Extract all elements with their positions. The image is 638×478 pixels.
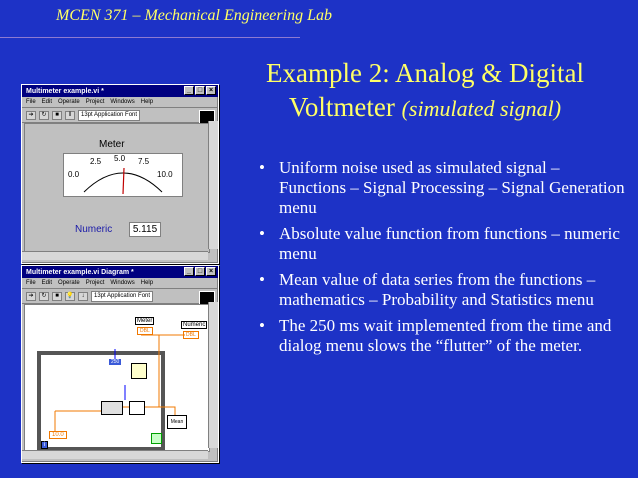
front-panel-area [24, 123, 210, 253]
meter-terminal: DBL [137, 327, 153, 335]
iteration-terminal: i [41, 441, 48, 449]
diagram-titlebar[interactable] [22, 266, 218, 278]
meter-label: Meter [99, 139, 125, 150]
diagram-window [21, 265, 219, 463]
run-continuous-icon[interactable]: ↻ [39, 292, 49, 301]
meter-terminal-label: Meter [137, 318, 153, 324]
diagram-title: Multimeter example.vi Diagram * [26, 268, 134, 276]
font-select[interactable]: 13pt Application Font [91, 291, 153, 302]
menu-project[interactable]: Project [85, 99, 105, 105]
menu-project[interactable]: Project [85, 280, 105, 286]
wait-constant: 250 [111, 359, 120, 365]
title-main: Voltmeter [288, 92, 395, 122]
menu-file[interactable]: File [26, 99, 36, 105]
meter-tick-7-5: 7.5 [138, 157, 150, 166]
diagram-hscroll[interactable] [22, 450, 208, 459]
header-divider [0, 37, 300, 38]
bullet-text: Uniform noise used as simulated signal – Functions – Signal Processing – Signal Generation menu [279, 158, 625, 217]
menu-edit[interactable]: Edit [41, 99, 53, 105]
menu-windows[interactable]: Windows [110, 99, 135, 105]
title-subtitle: (simulated signal) [401, 96, 562, 121]
bullet-dot: • [259, 158, 265, 177]
menu-windows[interactable]: Windows [110, 280, 135, 286]
bullet-item [255, 158, 625, 218]
front-panel-window [21, 84, 219, 264]
menu-file[interactable]: File [26, 280, 36, 286]
menu-help[interactable]: Help [140, 99, 154, 105]
numeric-label: Numeric [75, 224, 113, 235]
maximize-button[interactable]: □ [195, 267, 205, 276]
bullet-dot: • [259, 270, 265, 289]
numeric-indicator: 5.115 [129, 222, 161, 237]
bullet-text: Mean value of data series from the functions – mathematics – Probability and Statistics menu [279, 270, 596, 309]
front-panel-title: Multimeter example.vi * [26, 87, 104, 95]
bullet-dot: • [259, 316, 265, 335]
bullet-list [255, 158, 625, 362]
maximize-button[interactable]: □ [195, 86, 205, 95]
loop-condition-icon [151, 433, 162, 444]
noise-generator-icon [101, 401, 123, 415]
numeric-terminal-label: Numeric [183, 322, 206, 328]
front-panel-menubar [22, 97, 218, 107]
bullet-item [255, 224, 625, 264]
meter-gauge [63, 153, 183, 197]
header-course-title: MCEN 371 – Mechanical Engineering Lab [56, 7, 332, 24]
slide-title [230, 56, 620, 126]
menu-edit[interactable]: Edit [41, 280, 53, 286]
diagram-vscroll[interactable] [208, 302, 218, 448]
diagram-toolbar [22, 288, 218, 304]
meter-tick-2-5: 2.5 [90, 157, 102, 166]
bullet-dot: • [259, 224, 265, 243]
front-panel-vscroll[interactable] [208, 121, 218, 249]
font-select[interactable]: 13pt Application Font [78, 110, 140, 121]
run-arrow-icon[interactable]: ➔ [26, 111, 36, 120]
step-icon[interactable]: ↓ [78, 292, 88, 301]
bullet-text: Absolute value function from functions – numeric menu [279, 224, 620, 263]
stop-icon[interactable]: ■ [52, 292, 62, 301]
front-panel-toolbar [22, 107, 218, 123]
amplitude-constant: 10.0 [49, 431, 67, 439]
wait-timer-icon [131, 363, 147, 379]
diagram-menubar [22, 278, 218, 288]
menu-help[interactable]: Help [140, 280, 154, 286]
diagram-area [24, 304, 210, 452]
front-panel-titlebar[interactable] [22, 85, 218, 97]
meter-tick-0: 0.0 [68, 170, 80, 179]
close-button[interactable]: × [206, 267, 216, 276]
run-continuous-icon[interactable]: ↻ [39, 111, 49, 120]
title-line2 [230, 90, 620, 126]
bullet-item [255, 270, 625, 310]
meter-tick-10: 10.0 [157, 170, 173, 179]
title-line1: Example 2: Analog & Digital [266, 58, 584, 88]
minimize-button[interactable]: _ [184, 86, 194, 95]
pause-icon[interactable]: ‖ [65, 111, 75, 120]
menu-operate[interactable]: Operate [58, 99, 80, 105]
abs-function-icon [129, 401, 145, 415]
mean-function-icon: Mean [167, 415, 187, 429]
highlight-icon[interactable]: 💡 [66, 292, 74, 299]
run-arrow-icon[interactable]: ➔ [26, 292, 36, 301]
stop-icon[interactable]: ■ [52, 111, 62, 120]
bullet-text: The 250 ms wait implemented from the time and dialog menu slows the “flutter” of the meter. [279, 316, 612, 355]
menu-operate[interactable]: Operate [58, 280, 80, 286]
front-panel-hscroll[interactable] [22, 251, 208, 260]
close-button[interactable]: × [206, 86, 216, 95]
bullet-item [255, 316, 625, 356]
numeric-terminal: DBL [183, 331, 199, 339]
minimize-button[interactable]: _ [184, 267, 194, 276]
meter-tick-5: 5.0 [114, 154, 126, 163]
